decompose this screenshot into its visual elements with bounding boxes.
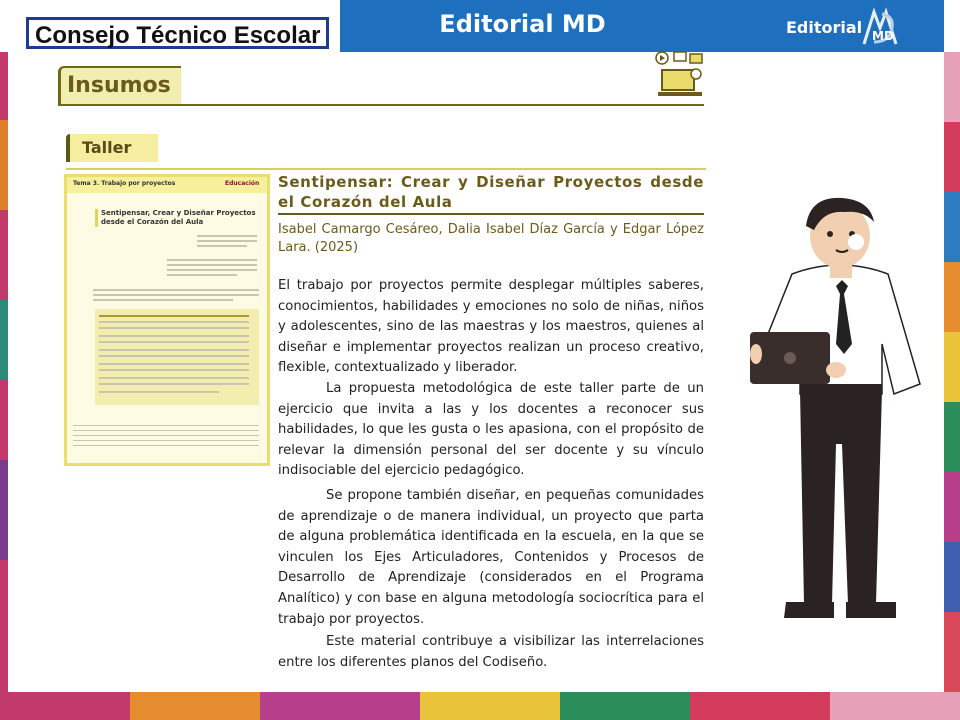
workshop-label: Taller [82,138,132,157]
thumbnail-text-line [167,264,257,266]
thumbnail-header-right: Educación [225,180,260,187]
thumbnail-text-line [93,294,259,296]
brand-monogram: MD [872,29,894,43]
page-title: Editorial MD [439,10,606,38]
thumbnail-text-line [99,363,249,365]
thumbnail-text-line [99,315,249,317]
context-label: Consejo Técnico Escolar [26,17,329,49]
thumbnail-text-line [99,341,249,343]
thumbnail-text-line [167,274,237,276]
article-paragraph: La propuesta metodológica de este taller parte de un ejercicio que invita a las y los docentes a reconocer sus habilidades, lo que les gusta o les apasiona, con el propósito de relevar la dimensión personal del ser docente y su vínculo indisociable del ejercicio pedagógico. [278,381,704,479]
thumbnail-text-line [93,299,233,301]
thumbnail-text-line [99,321,249,323]
thumbnail-text-line [99,369,249,371]
thumbnail-text-line [73,430,259,431]
article-title: Sentipensar: Crear y Diseñar Proyectos desde el Corazón del Aula [278,173,704,211]
thumbnail-text-line [73,445,259,446]
thumbnail-text-line [99,377,249,379]
thumbnail-text-line [99,391,219,393]
teacher-illustration [744,194,934,638]
thumbnail-text-line [99,349,249,351]
article-authors: Isabel Camargo Cesáreo, Dalia Isabel Díaz García y Edgar López Lara. (2025) [278,222,704,255]
thumbnail-text-line [99,327,249,329]
thumbnail-header [67,177,267,193]
thumbnail-text-line [99,335,249,337]
thumbnail-text-line [99,383,249,385]
thumbnail-title: Sentipensar, Crear y Diseñar Proyectos desde el Corazón del Aula [95,209,266,227]
thumbnail-header-left: Tema 3. Trabajo por proyectos [73,180,176,187]
thumbnail-text-line [197,235,257,237]
thumbnail-text-line [99,355,249,357]
thumbnail-text-line [73,435,259,436]
brand-text: Editorial [786,18,863,37]
section-label: Insumos [67,73,171,98]
thumbnail-text-line [93,289,259,291]
editorial-md-logo-icon [786,6,906,48]
article-paragraph: El trabajo por proyectos permite desplegar múltiples saberes, conocimientos, habilidades y emociones no solo de niñas, niños y adolescentes, sino de las maestras y los maestros, quienes al diseñar e implementar proyectos realizan un proceso creativo, flexible, contextualizado y liberador. [278,278,704,376]
thumbnail-text-line [73,425,259,426]
workshop-header [66,134,706,170]
thumbnail-text-line [197,245,247,247]
computer-workstation-icon [654,50,706,100]
section-header [58,66,704,106]
thumbnail-text-line [167,269,257,271]
workshop-tab [66,134,158,162]
section-tab [58,66,181,104]
title-divider [278,213,704,215]
thumbnail-text-line [197,240,257,242]
article-paragraph: Este material contribuye a visibilizar las interrelaciones entre los diferentes planos del Codiseño. [278,634,704,670]
document-thumbnail [64,174,270,466]
article-paragraph: Se propone también diseñar, en pequeñas comunidades de aprendizaje o de manera individual, un proyecto que parta de alguna problemática identificada en la escuela, en la que se vinculen los Ejes Articuladores, Contenidos y Procesos de Desarrollo de Aprendizaje (considerados en el Programa Analítico) y con base en alguna metodología sociocrítica para el trabajo por proyectos. [278,488,704,627]
thumbnail-text-line [167,259,257,261]
thumbnail-text-line [73,440,259,441]
